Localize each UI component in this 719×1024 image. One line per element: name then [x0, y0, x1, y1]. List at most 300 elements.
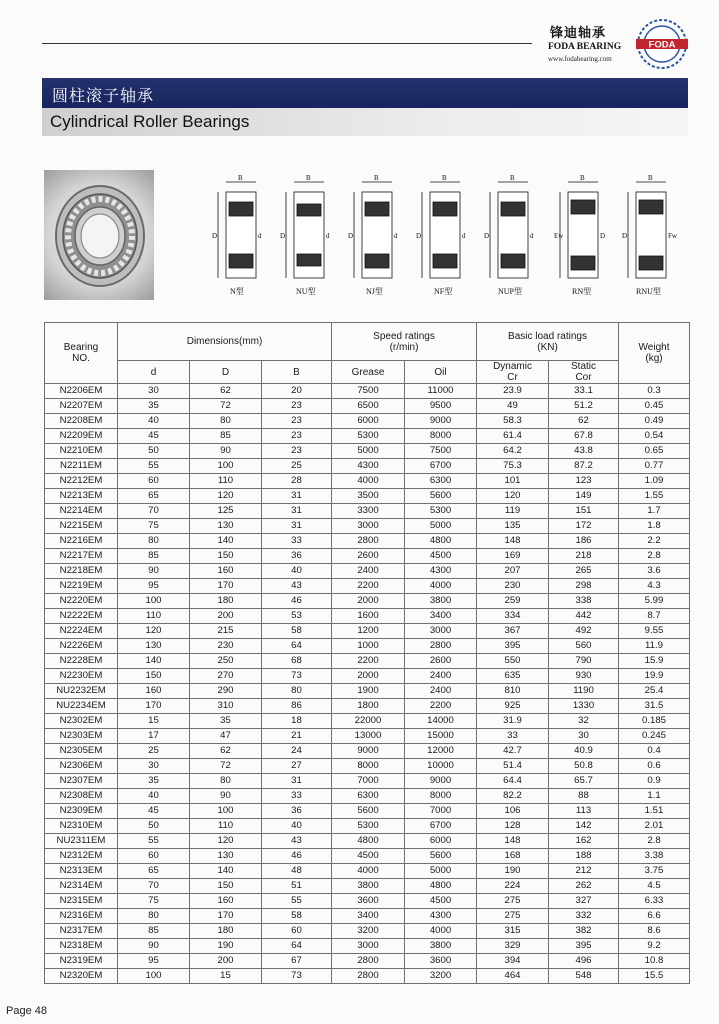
table-cell: 62 [190, 744, 262, 759]
table-cell: 30 [549, 729, 619, 744]
table-cell: 22000 [332, 714, 405, 729]
table-cell: 0.45 [619, 399, 690, 414]
table-cell: 9000 [405, 774, 477, 789]
table-cell: 119 [477, 504, 549, 519]
table-cell: 4.3 [619, 579, 690, 594]
table-cell: 2400 [405, 669, 477, 684]
title-band-cn [42, 78, 688, 108]
table-row [45, 639, 690, 654]
table-cell: 2000 [332, 594, 405, 609]
table-row [45, 789, 690, 804]
title-band-en [42, 108, 688, 136]
table-cell: 43.8 [549, 444, 619, 459]
table-cell: 2.8 [619, 834, 690, 849]
table-cell: 23 [262, 399, 332, 414]
table-cell: 170 [118, 699, 190, 714]
table-cell: 1.8 [619, 519, 690, 534]
table-cell: N2207EM [45, 399, 118, 414]
table-cell: 215 [190, 624, 262, 639]
table-cell: 1330 [549, 699, 619, 714]
table-cell: N2310EM [45, 819, 118, 834]
table-row [45, 879, 690, 894]
table-cell: 20 [262, 384, 332, 399]
table-cell: 4300 [405, 564, 477, 579]
diagram-nj [348, 174, 398, 296]
table-cell: 1600 [332, 609, 405, 624]
table-cell: 0.49 [619, 414, 690, 429]
table-cell: 33.1 [549, 384, 619, 399]
table-cell: N2308EM [45, 789, 118, 804]
table-cell: N2319EM [45, 954, 118, 969]
table-cell: 36 [262, 804, 332, 819]
header-speed-ratings: Speed ratings (r/min) [332, 323, 477, 361]
table-cell: 0.54 [619, 429, 690, 444]
table-cell: 32 [549, 714, 619, 729]
table-cell: 15 [118, 714, 190, 729]
table-row [45, 384, 690, 399]
table-cell: 150 [118, 669, 190, 684]
table-cell: 48 [262, 864, 332, 879]
table-cell: 0.65 [619, 444, 690, 459]
table-cell: 150 [190, 549, 262, 564]
table-cell: 186 [549, 534, 619, 549]
table-cell: 72 [190, 399, 262, 414]
table-cell: 151 [549, 504, 619, 519]
table-row [45, 729, 690, 744]
table-cell: 25 [262, 459, 332, 474]
table-cell: 160 [118, 684, 190, 699]
table-cell: N2316EM [45, 909, 118, 924]
table-row [45, 534, 690, 549]
svg-text:D: D [212, 232, 218, 240]
table-cell: 49 [477, 399, 549, 414]
table-cell: 90 [118, 564, 190, 579]
table-cell: 15 [190, 969, 262, 984]
svg-text:B: B [510, 174, 515, 182]
table-cell: N2214EM [45, 504, 118, 519]
table-cell: 4300 [405, 909, 477, 924]
table-row [45, 849, 690, 864]
table-cell: 4.5 [619, 879, 690, 894]
svg-text:d: d [258, 232, 262, 240]
table-cell: 4500 [405, 549, 477, 564]
table-cell: 3.75 [619, 864, 690, 879]
table-cell: 23 [262, 444, 332, 459]
table-cell: 1800 [332, 699, 405, 714]
table-cell: 150 [190, 879, 262, 894]
table-cell: 18 [262, 714, 332, 729]
table-cell: 87.2 [549, 459, 619, 474]
table-cell: 130 [118, 639, 190, 654]
table-cell: 15.5 [619, 969, 690, 984]
table-row [45, 429, 690, 444]
table-cell: 2200 [405, 699, 477, 714]
table-cell: 190 [477, 864, 549, 879]
table-row [45, 834, 690, 849]
table-cell: 25 [118, 744, 190, 759]
table-cell: 3800 [332, 879, 405, 894]
table-cell: 275 [477, 909, 549, 924]
table-row [45, 399, 690, 414]
table-cell: 62 [549, 414, 619, 429]
svg-text:B: B [238, 174, 243, 182]
table-cell: 270 [190, 669, 262, 684]
table-cell: 47 [190, 729, 262, 744]
table-cell: N2209EM [45, 429, 118, 444]
table-cell: 65 [118, 489, 190, 504]
table-cell: 207 [477, 564, 549, 579]
table-cell: 120 [477, 489, 549, 504]
table-cell: 106 [477, 804, 549, 819]
table-cell: N2222EM [45, 609, 118, 624]
diagram-nu [280, 174, 330, 296]
table-cell: 0.245 [619, 729, 690, 744]
table-cell: 7500 [405, 444, 477, 459]
table-cell: 23 [262, 429, 332, 444]
table-cell: 86 [262, 699, 332, 714]
table-cell: 367 [477, 624, 549, 639]
table-cell: 120 [118, 624, 190, 639]
header-weight: Weight (kg) [619, 323, 690, 384]
table-cell: 10000 [405, 759, 477, 774]
table-cell: 64 [262, 639, 332, 654]
table-cell: 113 [549, 804, 619, 819]
svg-text:B: B [442, 174, 447, 182]
table-cell: 6700 [405, 459, 477, 474]
table-cell: N2224EM [45, 624, 118, 639]
svg-text:D: D [416, 232, 422, 240]
table-cell: 80 [118, 909, 190, 924]
table-cell: 2.2 [619, 534, 690, 549]
header-static: Static Cor [549, 361, 619, 384]
table-cell: 72 [190, 759, 262, 774]
table-cell: 130 [190, 519, 262, 534]
table-row [45, 684, 690, 699]
table-cell: 4000 [332, 474, 405, 489]
table-cell: 45 [118, 804, 190, 819]
table-row [45, 924, 690, 939]
diagram-nup [484, 174, 534, 296]
table-row [45, 954, 690, 969]
table-cell: N2215EM [45, 519, 118, 534]
table-cell: 148 [477, 534, 549, 549]
svg-text:d: d [462, 232, 466, 240]
table-cell: 35 [118, 399, 190, 414]
table-cell: 35 [118, 774, 190, 789]
table-cell: 51.4 [477, 759, 549, 774]
diagram-nf-label: NF型 [434, 287, 453, 296]
table-cell: 31 [262, 504, 332, 519]
table-cell: 45 [118, 429, 190, 444]
table-row [45, 909, 690, 924]
table-cell: 148 [477, 834, 549, 849]
table-cell: 259 [477, 594, 549, 609]
table-cell: 100 [118, 594, 190, 609]
table-cell: 40 [118, 414, 190, 429]
table-cell: 2.01 [619, 819, 690, 834]
table-cell: N2312EM [45, 849, 118, 864]
table-cell: 275 [477, 894, 549, 909]
table-cell: 9.55 [619, 624, 690, 639]
table-cell: 200 [190, 954, 262, 969]
table-row [45, 414, 690, 429]
table-cell: 36 [262, 549, 332, 564]
table-cell: 80 [118, 534, 190, 549]
table-cell: 200 [190, 609, 262, 624]
table-cell: N2314EM [45, 879, 118, 894]
header-d: d [118, 361, 190, 384]
svg-text:d: d [530, 232, 534, 240]
table-cell: 64.4 [477, 774, 549, 789]
table-cell: 1200 [332, 624, 405, 639]
table-cell: 60 [262, 924, 332, 939]
table-cell: 492 [549, 624, 619, 639]
table-cell: N2305EM [45, 744, 118, 759]
brand-name-en: FODA BEARING [548, 42, 622, 52]
header-dynamic: Dynamic Cr [477, 361, 549, 384]
table-cell: 75 [118, 894, 190, 909]
table-cell: 33 [262, 534, 332, 549]
table-cell: 3400 [405, 609, 477, 624]
svg-text:D: D [622, 232, 628, 240]
table-cell: 7500 [332, 384, 405, 399]
table-cell: 73 [262, 669, 332, 684]
header-rule [42, 43, 532, 44]
table-cell: 13000 [332, 729, 405, 744]
table-cell: 3600 [405, 954, 477, 969]
table-cell: 4300 [332, 459, 405, 474]
table-cell: 64.2 [477, 444, 549, 459]
table-cell: 100 [190, 459, 262, 474]
table-cell: 68 [262, 654, 332, 669]
table-cell: 5000 [332, 444, 405, 459]
svg-text:D: D [600, 232, 606, 240]
table-cell: 135 [477, 519, 549, 534]
table-cell: 4800 [332, 834, 405, 849]
table-cell: 9000 [405, 414, 477, 429]
table-row [45, 669, 690, 684]
table-cell: 17 [118, 729, 190, 744]
table-cell: 298 [549, 579, 619, 594]
table-cell: 1.09 [619, 474, 690, 489]
table-cell: 4000 [405, 579, 477, 594]
table-cell: 334 [477, 609, 549, 624]
table-cell: 11000 [405, 384, 477, 399]
table-cell: 42.7 [477, 744, 549, 759]
table-cell: 9500 [405, 399, 477, 414]
table-cell: 50 [118, 444, 190, 459]
table-cell: 11.9 [619, 639, 690, 654]
table-cell: N2228EM [45, 654, 118, 669]
table-row [45, 654, 690, 669]
table-row [45, 504, 690, 519]
table-cell: N2211EM [45, 459, 118, 474]
table-cell: 315 [477, 924, 549, 939]
table-cell: 31.9 [477, 714, 549, 729]
table-cell: 548 [549, 969, 619, 984]
table-cell: 5600 [332, 804, 405, 819]
header-load-ratings: Basic load ratings (KN) [477, 323, 619, 361]
table-cell: 80 [190, 774, 262, 789]
table-cell: 4800 [405, 879, 477, 894]
table-cell: 6000 [332, 414, 405, 429]
table-cell: 2200 [332, 579, 405, 594]
table-cell: 14000 [405, 714, 477, 729]
table-cell: 60 [118, 474, 190, 489]
table-cell: 0.4 [619, 744, 690, 759]
svg-text:B: B [306, 174, 311, 182]
page-title-en: Cylindrical Roller Bearings [50, 112, 250, 131]
table-row [45, 594, 690, 609]
table-cell: 162 [549, 834, 619, 849]
diagram-nf [416, 174, 466, 296]
bearing-photo-image [44, 170, 154, 300]
table-cell: 3200 [332, 924, 405, 939]
table-cell: 6000 [405, 834, 477, 849]
table-cell: 75.3 [477, 459, 549, 474]
table-cell: 4000 [332, 864, 405, 879]
table-cell: 70 [118, 879, 190, 894]
table-cell: 168 [477, 849, 549, 864]
table-cell: 67.8 [549, 429, 619, 444]
table-cell: 90 [190, 789, 262, 804]
table-row [45, 699, 690, 714]
table-cell: 55 [118, 834, 190, 849]
table-cell: 73 [262, 969, 332, 984]
spec-table-body [45, 384, 690, 984]
table-cell: 51.2 [549, 399, 619, 414]
table-cell: 10.8 [619, 954, 690, 969]
table-row [45, 444, 690, 459]
foda-logo-icon [636, 18, 688, 70]
table-cell: 75 [118, 519, 190, 534]
table-cell: 15.9 [619, 654, 690, 669]
table-cell: 1.1 [619, 789, 690, 804]
table-cell: 100 [190, 804, 262, 819]
table-cell: 31 [262, 489, 332, 504]
table-cell: 23.9 [477, 384, 549, 399]
table-cell: 2400 [405, 684, 477, 699]
table-cell: 8000 [332, 759, 405, 774]
table-cell: 64 [262, 939, 332, 954]
table-cell: 925 [477, 699, 549, 714]
table-cell: 128 [477, 819, 549, 834]
table-cell: 149 [549, 489, 619, 504]
table-cell: 3200 [405, 969, 477, 984]
table-cell: 80 [190, 414, 262, 429]
table-cell: N2230EM [45, 669, 118, 684]
table-cell: N2206EM [45, 384, 118, 399]
table-cell: 180 [190, 594, 262, 609]
table-cell: 21 [262, 729, 332, 744]
table-cell: 140 [118, 654, 190, 669]
table-cell: 2600 [332, 549, 405, 564]
table-cell: 65 [118, 864, 190, 879]
table-cell: 170 [190, 909, 262, 924]
table-cell: 1.55 [619, 489, 690, 504]
table-cell: N2313EM [45, 864, 118, 879]
table-row [45, 804, 690, 819]
table-row [45, 774, 690, 789]
table-cell: N2306EM [45, 759, 118, 774]
table-cell: 61.4 [477, 429, 549, 444]
table-cell: 3400 [332, 909, 405, 924]
table-cell: 290 [190, 684, 262, 699]
svg-text:D: D [280, 232, 286, 240]
table-cell: 0.6 [619, 759, 690, 774]
table-cell: 395 [477, 639, 549, 654]
table-cell: 4500 [405, 894, 477, 909]
table-cell: 46 [262, 849, 332, 864]
svg-text:D: D [348, 232, 354, 240]
table-row [45, 864, 690, 879]
table-cell: 394 [477, 954, 549, 969]
table-cell: 3800 [405, 939, 477, 954]
table-cell: 9.2 [619, 939, 690, 954]
table-cell: 67 [262, 954, 332, 969]
table-row [45, 459, 690, 474]
table-cell: 0.77 [619, 459, 690, 474]
table-cell: N2302EM [45, 714, 118, 729]
table-cell: 110 [118, 609, 190, 624]
table-cell: 80 [262, 684, 332, 699]
table-cell: 2200 [332, 654, 405, 669]
table-cell: 5600 [405, 489, 477, 504]
table-cell: 120 [190, 834, 262, 849]
table-cell: 35 [190, 714, 262, 729]
table-cell: 46 [262, 594, 332, 609]
header-dimensions: Dimensions(mm) [118, 323, 332, 361]
table-cell: 6.6 [619, 909, 690, 924]
table-cell: 212 [549, 864, 619, 879]
diagram-n-label: N型 [230, 287, 244, 296]
table-cell: 338 [549, 594, 619, 609]
table-cell: 635 [477, 669, 549, 684]
table-cell: 382 [549, 924, 619, 939]
table-cell: NU2234EM [45, 699, 118, 714]
table-cell: 169 [477, 549, 549, 564]
table-cell: 2.8 [619, 549, 690, 564]
svg-text:D: D [484, 232, 490, 240]
bearing-photo [44, 170, 154, 300]
table-cell: N2208EM [45, 414, 118, 429]
table-cell: 7000 [405, 804, 477, 819]
table-row [45, 969, 690, 984]
table-cell: 218 [549, 549, 619, 564]
table-cell: 50 [118, 819, 190, 834]
table-cell: 332 [549, 909, 619, 924]
table-cell: 180 [190, 924, 262, 939]
table-cell: 2400 [332, 564, 405, 579]
table-cell: 4800 [405, 534, 477, 549]
table-cell: 810 [477, 684, 549, 699]
table-cell: N2309EM [45, 804, 118, 819]
table-cell: 33 [477, 729, 549, 744]
diagram-nu-label: NU型 [296, 287, 316, 296]
table-cell: 120 [190, 489, 262, 504]
table-cell: 5300 [332, 819, 405, 834]
table-cell: 230 [477, 579, 549, 594]
svg-text:B: B [648, 174, 653, 182]
table-cell: 30 [118, 759, 190, 774]
page-number: Page 48 [6, 1005, 47, 1017]
diagram-n [212, 174, 262, 296]
table-cell: 3600 [332, 894, 405, 909]
table-cell: 30 [118, 384, 190, 399]
table-cell: 43 [262, 834, 332, 849]
table-cell: 172 [549, 519, 619, 534]
table-cell: 5000 [405, 864, 477, 879]
